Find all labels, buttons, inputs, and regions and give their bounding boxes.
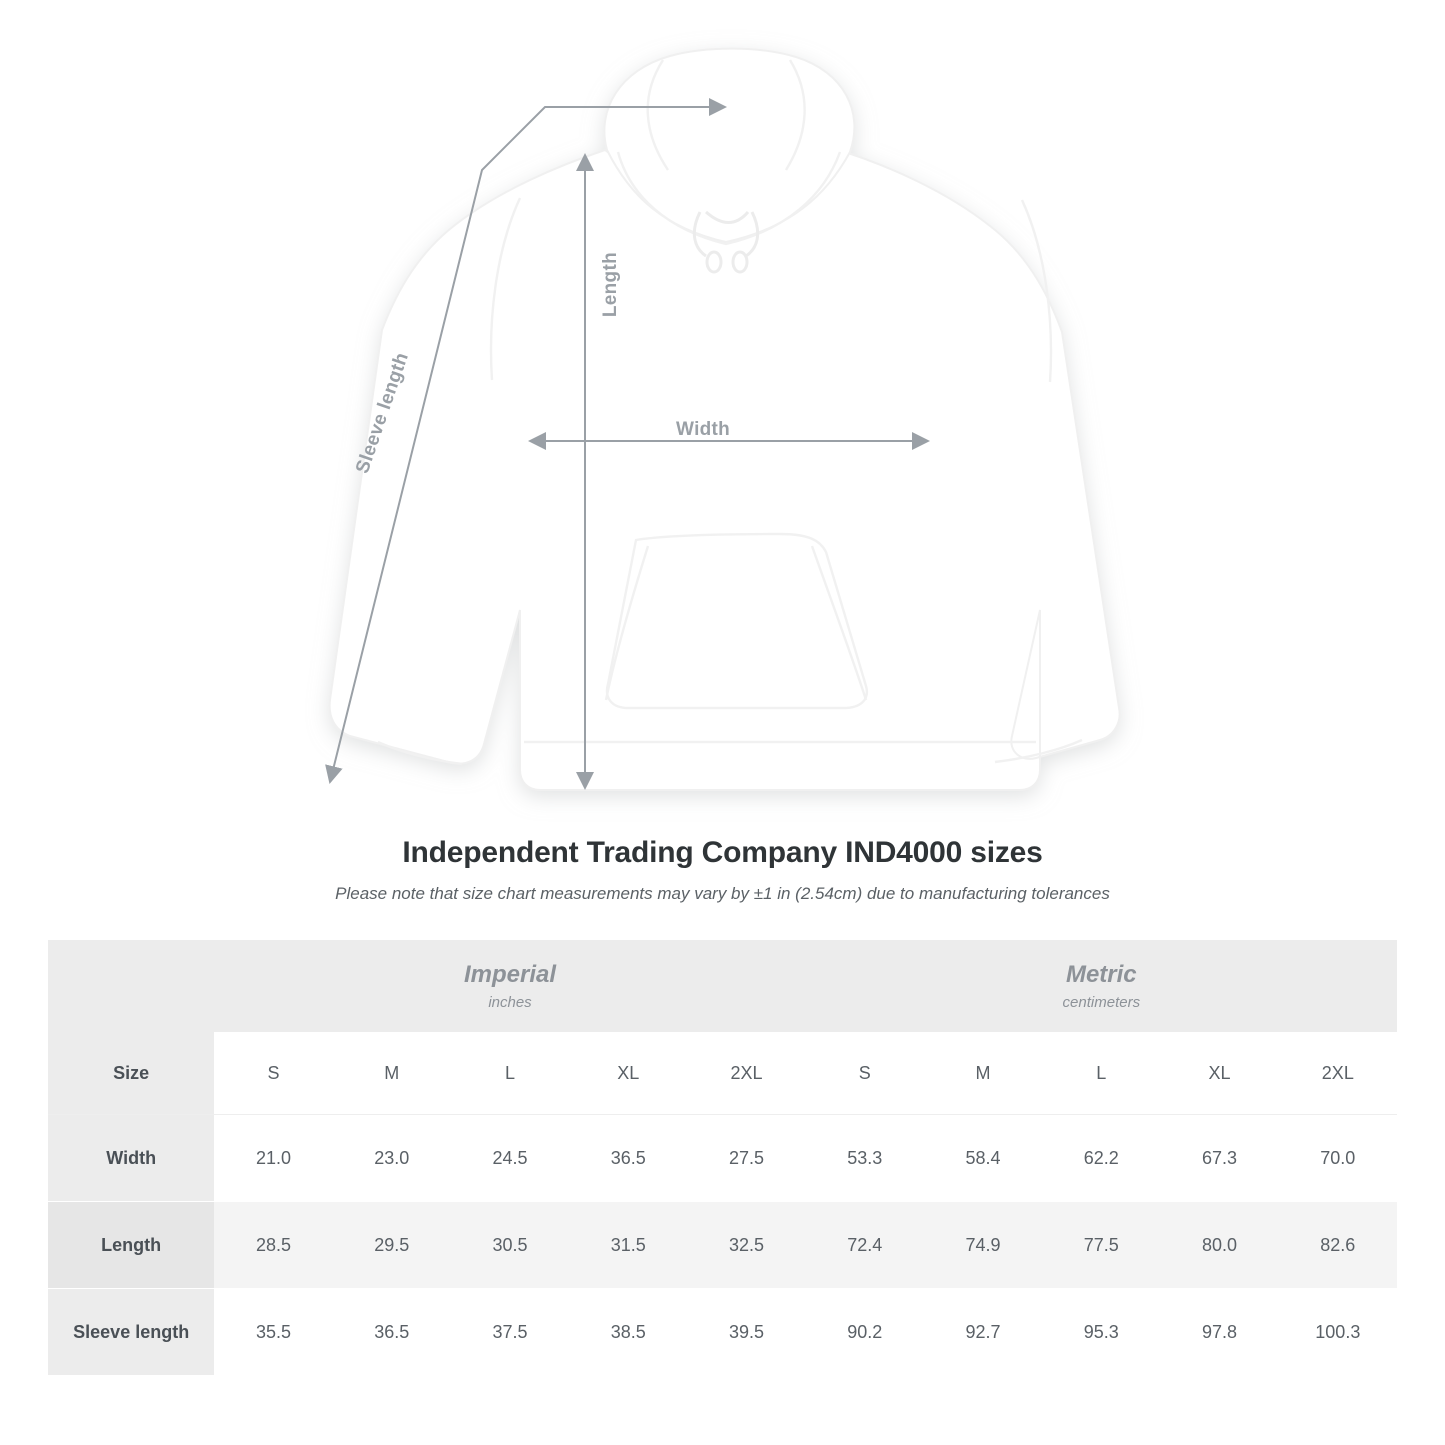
size-header-metric-l: L xyxy=(1042,1032,1160,1115)
unit-header-blank xyxy=(48,940,214,1032)
cell-sleeve-metric-l: 95.3 xyxy=(1042,1289,1160,1376)
unit-header-metric xyxy=(806,940,1397,1032)
cell-sleeve-metric-m: 92.7 xyxy=(924,1289,1042,1376)
cell-sleeve-imperial-xl: 38.5 xyxy=(569,1289,687,1376)
size-header-metric-s: S xyxy=(806,1032,924,1115)
size-header-metric-2xl: 2XL xyxy=(1279,1032,1397,1115)
table-row-length xyxy=(48,1202,1397,1289)
cell-length-metric-2xl: 82.6 xyxy=(1279,1202,1397,1289)
cell-length-metric-xl: 80.0 xyxy=(1160,1202,1278,1289)
cell-sleeve-metric-s: 90.2 xyxy=(806,1289,924,1376)
length-label: Length xyxy=(600,252,621,318)
cell-length-imperial-2xl: 32.5 xyxy=(687,1202,805,1289)
unit-header-row xyxy=(48,940,1397,1032)
row-label-length: Length xyxy=(48,1202,214,1289)
cell-length-imperial-l: 30.5 xyxy=(451,1202,569,1289)
size-chart-table xyxy=(48,940,1397,1376)
metric-name: Metric xyxy=(1065,961,1137,988)
page-title: Independent Trading Company IND4000 sizes xyxy=(402,836,1043,869)
cell-sleeve-imperial-m: 36.5 xyxy=(333,1289,451,1376)
size-header-imperial-2xl: 2XL xyxy=(687,1032,805,1115)
cell-sleeve-imperial-2xl: 39.5 xyxy=(687,1289,805,1376)
size-header-imperial-l: L xyxy=(451,1032,569,1115)
cell-width-metric-xl: 67.3 xyxy=(1160,1115,1278,1202)
cell-sleeve-metric-2xl: 100.3 xyxy=(1279,1289,1397,1376)
cell-width-imperial-l: 24.5 xyxy=(451,1115,569,1202)
cell-width-imperial-2xl: 27.5 xyxy=(687,1115,805,1202)
size-header-imperial-s: S xyxy=(214,1032,332,1115)
size-header-imperial-xl: XL xyxy=(569,1032,687,1115)
cell-width-metric-m: 58.4 xyxy=(924,1115,1042,1202)
cell-length-imperial-s: 28.5 xyxy=(214,1202,332,1289)
cell-width-imperial-m: 23.0 xyxy=(333,1115,451,1202)
cell-width-metric-2xl: 70.0 xyxy=(1279,1115,1397,1202)
cell-sleeve-imperial-l: 37.5 xyxy=(451,1289,569,1376)
tolerance-note: Please note that size chart measurements may vary by ±1 in (2.54cm) due to manufacturing tolerances xyxy=(335,884,1110,903)
row-label-width: Width xyxy=(48,1115,214,1202)
cell-width-metric-l: 62.2 xyxy=(1042,1115,1160,1202)
cell-length-metric-m: 74.9 xyxy=(924,1202,1042,1289)
size-header-row xyxy=(48,1032,1397,1115)
cell-length-metric-l: 77.5 xyxy=(1042,1202,1160,1289)
row-label-sleeve-length: Sleeve length xyxy=(48,1289,214,1376)
size-header-label: Size xyxy=(48,1032,214,1115)
cell-sleeve-imperial-s: 35.5 xyxy=(214,1289,332,1376)
cell-width-metric-s: 53.3 xyxy=(806,1115,924,1202)
table-row-width xyxy=(48,1115,1397,1202)
size-header-imperial-m: M xyxy=(333,1032,451,1115)
cell-length-metric-s: 72.4 xyxy=(806,1202,924,1289)
cell-length-imperial-xl: 31.5 xyxy=(569,1202,687,1289)
cell-length-imperial-m: 29.5 xyxy=(333,1202,451,1289)
unit-header-imperial xyxy=(214,940,805,1032)
table-row-sleeve-length xyxy=(48,1289,1397,1376)
size-header-metric-xl: XL xyxy=(1160,1032,1278,1115)
imperial-sub: inches xyxy=(488,994,532,1011)
chart-heading xyxy=(0,836,1445,904)
width-label: Width xyxy=(676,419,731,440)
sleeve-length-label: Sleeve length xyxy=(352,349,414,477)
metric-sub: centimeters xyxy=(1062,994,1141,1011)
cell-sleeve-metric-xl: 97.8 xyxy=(1160,1289,1278,1376)
cell-width-imperial-xl: 36.5 xyxy=(569,1115,687,1202)
cell-width-imperial-s: 21.0 xyxy=(214,1115,332,1202)
imperial-name: Imperial xyxy=(463,961,557,988)
size-table-wrapper xyxy=(48,940,1397,1376)
size-header-metric-m: M xyxy=(924,1032,1042,1115)
